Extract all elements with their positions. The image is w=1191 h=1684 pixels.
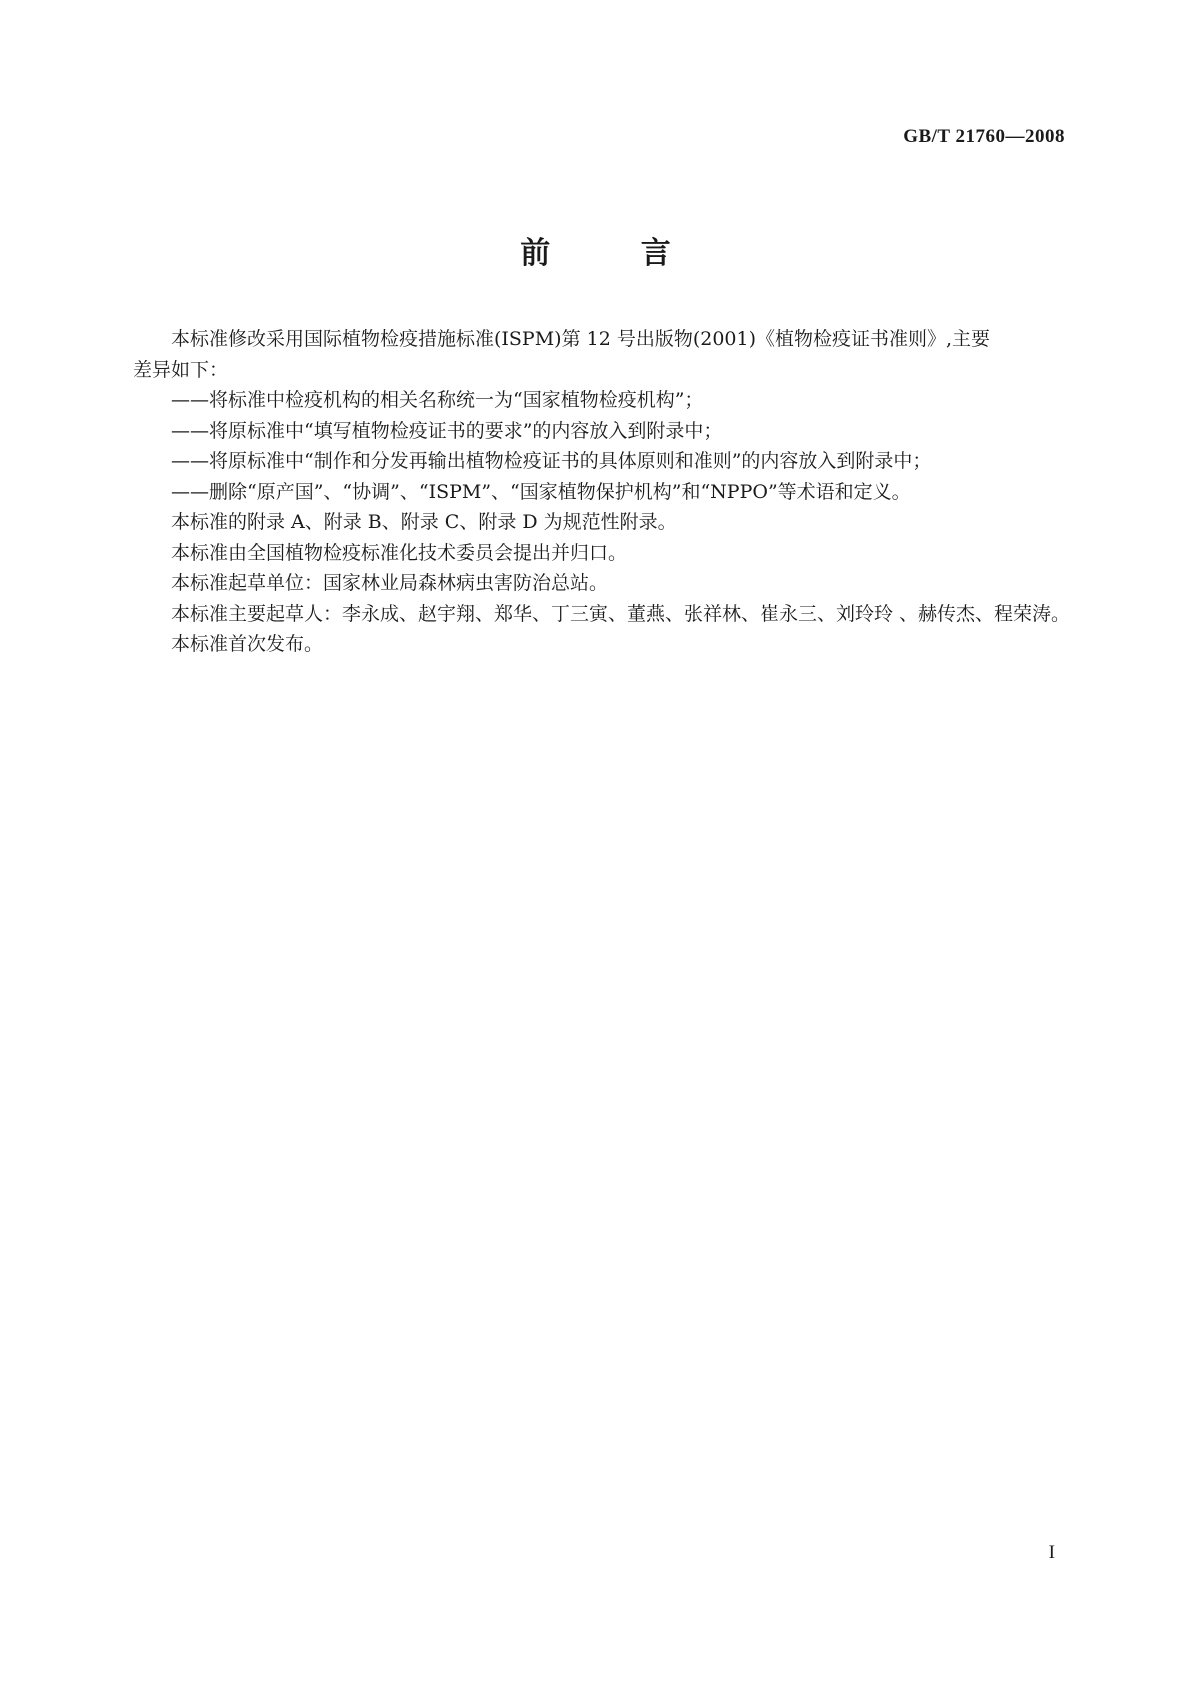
standard-code: GB/T 21760—2008 [903, 126, 1065, 147]
difference-item-3: ——将原标准中“制作和分发再输出植物检疫证书的具体原则和准则”的内容放入到附录中； [171, 450, 932, 472]
intro-paragraph-line2: 差异如下： [133, 358, 229, 381]
annex-note: 本标准的附录 A、附录 B、附录 C、附录 D 为规范性附录。 [171, 511, 677, 533]
proposer-statement: 本标准由全国植物检疫标准化技术委员会提出并归口。 [171, 541, 628, 564]
difference-item-2: ——将原标准中“填写植物检疫证书的要求”的内容放入到附录中； [171, 419, 723, 442]
drafting-unit-statement: 本标准起草单位：国家林业局森林病虫害防治总站。 [171, 572, 609, 594]
difference-item-1: ——将标准中检疫机构的相关名称统一为“国家植物检疫机构”； [171, 389, 704, 411]
page-title: 前 言 [520, 236, 711, 271]
first-issue-statement: 本标准首次发布。 [171, 633, 324, 655]
intro-paragraph-line1: 本标准修改采用国际植物检疫措施标准(ISPM)第 12 号出版物(2001)《植物检疫证书准则》,主要 [171, 328, 991, 350]
page-number: I [1048, 1542, 1055, 1563]
drafters-statement: 本标准主要起草人：李永成、赵宇翔、郑华、丁三寅、董燕、张祥林、崔永三、刘玲玲 、赫传杰、程荣涛。 [171, 602, 1071, 625]
preface-body [133, 324, 1069, 660]
difference-item-4: ——删除“原产国”、“协调”、“ISPM”、“国家植物保护机构”和“NPPO”等术语和定义。 [171, 480, 911, 503]
